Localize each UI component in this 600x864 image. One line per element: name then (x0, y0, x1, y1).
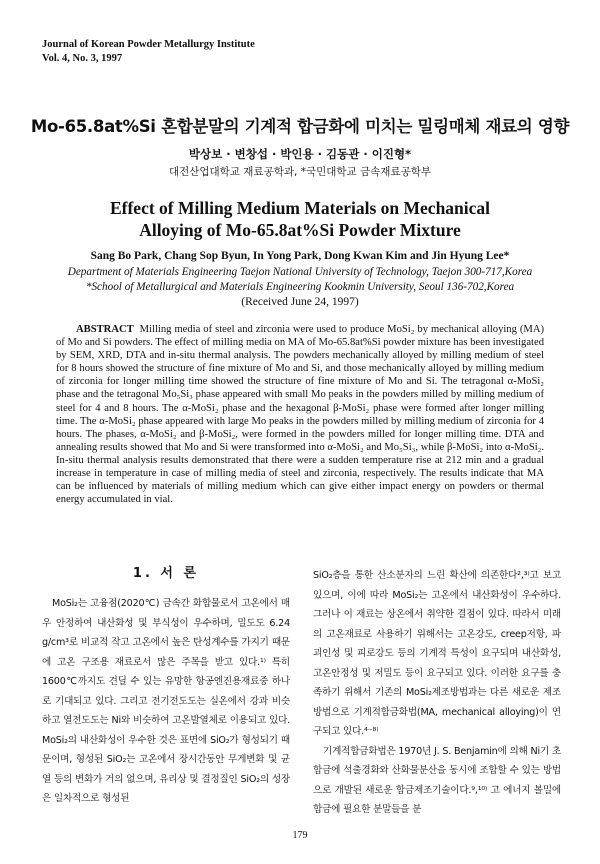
abstract (56, 323, 544, 506)
journal-volume: Vol. 4, No. 3, 1997 (42, 53, 123, 64)
page-number: 179 (292, 830, 308, 841)
received-date: (Received June 24, 1997) (241, 296, 359, 308)
abstract-text: Milling media of steel and zirconia were used to produce MoSi₂ by mechanical alloying (MA) of Mo and Si powders. The effect of milling media on MA of Mo-65.8at%Si powder mixture has been investigated by SEM, XRD, DTA and in-situ thermal analysis. The powders mechanically alloyed by milling medium of steel for 8 hours showed the structure of fine mixture of Mo and Si, and those mechanically alloyed by milling medium of zirconia for longer milling time showed the structure of fine mixture of Mo and Si. The tetragonal α-MoSi₂ phase and the tetragonal Mo₅Si₃ phase appeared with small Mo peaks in the powders milled by milling medium of steel for 4 and 8 hours. The α-MoSi₂ phase and the hexagonal β-MoSi₂ phase were formed after longer milling time. The α-MoSi₂ phase appeared with large Mo peaks in the powders milled by milling medium of zirconia for 4 hours. The phases, α-MoSi₂ and β-MoSi₂, were formed in the powders milled for longer milling time. DTA and annealing results showed that Mo and Si were transformed into α-MoSi₂ and Mo₅Si₃, while β-MoSi₂ into α-MoSi₂. In-situ thermal analysis results demonstrated that there were a sudden temperature rise at 212 min and a gradual increase in temperature in case of milling media of steel and zirconia, respectively. The results indicate that MA can be influenced by materials of milling medium which can give either impact energy on powders or thermal energy accumulated in vial. (56, 324, 545, 506)
section-heading-introduction: 1. 서 론 (132, 566, 200, 581)
korean-title: Mo-65.8at%Si 혼합분말의 기계적 합금화에 미치는 밀링매체 재료의 영향 (30, 117, 570, 136)
abstract-label: ABSTRACT (76, 324, 134, 335)
column-left (42, 594, 290, 809)
english-title-line1: Effect of Milling Medium Materials on Mechanical (109, 198, 491, 218)
english-title-line2: Alloying of Mo-65.8at%Si Powder Mixture (139, 220, 461, 240)
column-right (313, 566, 561, 820)
english-title (0, 197, 600, 241)
korean-authors: 박상보 · 변창섭 · 박인용 · 김동관 · 이진형* (188, 147, 412, 161)
korean-affiliation: 대전산업대학교 재료공학과, *국민대학교 금속재료공학부 (168, 166, 432, 178)
english-affiliation-1: Department of Materials Engineering Taejon National University of Technology, Taejon 300-717,Korea (67, 266, 533, 278)
intro-paragraph-2: 기계적합금화법은 1970년 J. S. Benjamin에 의해 Ni기 초합금에 석출경화와 산화물분산을 동시에 조합할 수 있는 방법으로 개발된 새로운 합금제조기술이다.⁹,¹⁰⁾ 고 에너지 볼밀에 합금에 필요한 분말들을 분 (313, 745, 561, 815)
journal-name: Journal of Korean Powder Metallurgy Institute (42, 39, 255, 50)
english-authors: Sang Bo Park, Chang Sop Byun, In Yong Park, Dong Kwan Kim and Jin Hyung Lee* (90, 250, 510, 262)
english-affiliation-2: *School of Metallurgical and Materials Engineering Kookmin University, Seoul 136-702,Korea (85, 281, 515, 293)
journal-header (42, 38, 255, 66)
intro-paragraph-1-continued: SiO₂층을 통한 산소분자의 느린 확산에 의존한다²,³⁾고 보고 있으며, 이에 따라 MoSi₂는 고온에서 내산화성이 우수하다. 그러나 이 재료는 상온에서 취약한 결점이 있다. 따라서 미래의 고온재료로 사용하기 위해서는 고온강도, creep저항, 파괴인성 및 피로강도 등의 기계적 특성이 요구되며 내산화성, 고온안정성 및 저밀도 등이 요구되고 있다. 이러한 요구를 충족하기 위해서 기존의 MoSi₂제조방법과는 다른 새로운 제조방법으로 기계적합금화법(MA, mechanical alloying)이 연구되고 있다.⁴⁻⁸⁾ (313, 570, 561, 737)
intro-paragraph-1: MoSi₂는 고융점(2020℃) 금속간 화합물로서 고온에서 매우 안정하여 내산화성 및 부식성이 우수하며, 밀도도 6.24 g/cm³로 비교적 작고 고온에서 높은 탄성계수를 가지기 때문에 고온 구조용 재료로서 많은 주목을 받고 있다.¹⁾ 특히 1600℃까지도 견딜 수 있는 유망한 항공엔진용재료중 하나로 기대되고 있다. 그리고 전기전도도는 실온에서 강과 비슷하고 열전도도는 Ni와 비슷하여 고온발열체로 이용되고 있다. MoSi₂의 내산화성이 우수한 것은 표면에 SiO₂가 형성되기 때문이며, 형성된 SiO₂는 고온에서 장시간동안 무게변화 및 균열 등의 변화가 거의 없으며, 유리상 및 결정질인 SiO₂의 성장은 일차적으로 형성된 (42, 598, 290, 804)
